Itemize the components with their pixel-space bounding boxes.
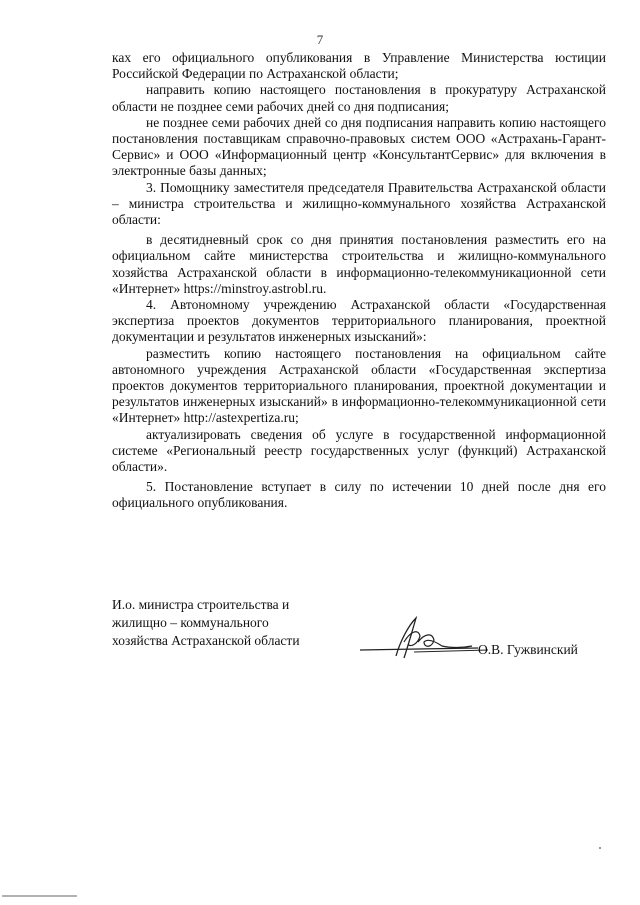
position-line: хозяйства Астраханской области [112, 633, 300, 648]
scan-dot-mark [598, 846, 602, 850]
paragraph: направить копию настоящего постановления в прокуратуру Астраханской области не позднее семи рабочих дней со дня подписания; [112, 82, 606, 114]
position-line: И.о. министра строительства и [112, 597, 290, 612]
paragraph: актуализировать сведения об услуге в государственной информационной системе «Региональный реестр государственных услуг (функций) Астраханской области». [112, 426, 606, 475]
paragraph: ках его официального опубликования в Управление Министерства юстиции Российской Федерации по Астраханской области; [112, 50, 606, 82]
scan-edge-mark [2, 893, 77, 899]
signatory-name: О.В. Гужвинский [478, 642, 578, 657]
position-line: жилищно – коммунального [112, 615, 269, 630]
paragraph: 4. Автономному учреждению Астраханской области «Государственная экспертиза проектов документов территориального планирования, проектной документации и результатов инженерных изысканий»: [112, 297, 606, 345]
paragraph: 5. Постановление вступает в силу по истечении 10 дней после дня его официального опубликования. [112, 479, 606, 511]
paragraph: разместить копию настоящего постановления на официальном сайте автономного учреждения Астраханской области «Государственная экспертиза проектов документов территориального планирования, проектной документации и результатов инженерных изысканий» в информационно-телекоммуникационной сети «Интернет» http://astexpertiza.ru; [112, 345, 606, 426]
paragraph: в десятидневный срок со дня принятия постановления разместить его на официальном сайте министерства строительства и жилищно-коммунального хозяйства Астраханской области в информационно-телекоммуникационной сети «Интернет» https://minstroy.astrobl.ru. [112, 232, 606, 296]
paragraph: не позднее семи рабочих дней со дня подписания направить копию настоящего постановления поставщикам справочно-правовых систем ООО «Астрахань-Гарант-Сервис» и ООО «Информационный центр «КонсультантСервис» для включения в электронные базы данных; [112, 114, 606, 179]
paragraph: 3. Помощнику заместителя председателя Правительства Астраханской области – министра строительства и жилищно-коммунального хозяйства Астраханской области: [112, 179, 606, 228]
signatory-position [112, 596, 372, 650]
document-body [112, 50, 606, 512]
page-number: 7 [316, 32, 324, 47]
